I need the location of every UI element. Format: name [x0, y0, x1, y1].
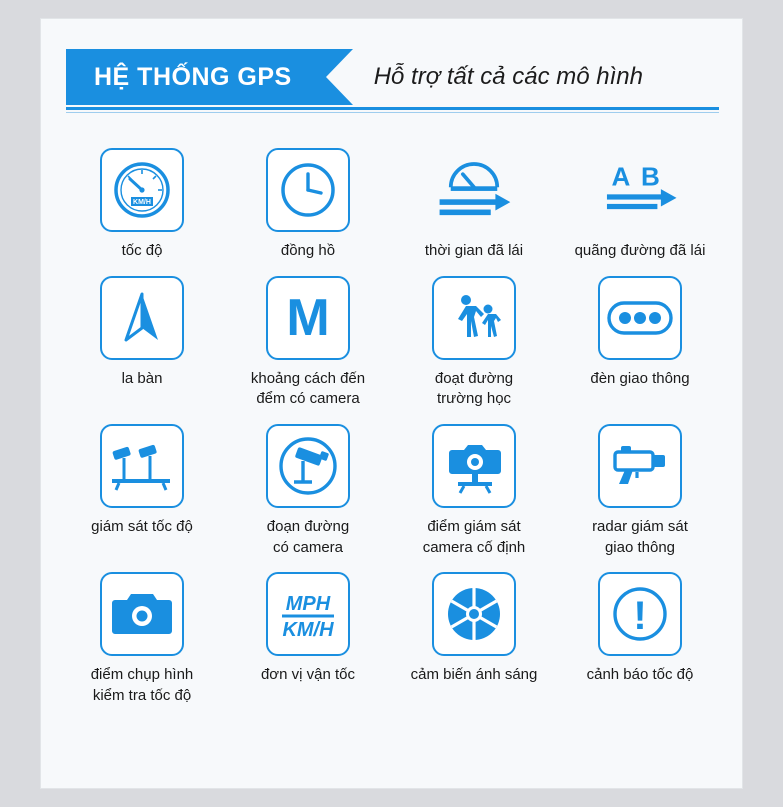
feature-label: quãng đường đã lái: [574, 242, 706, 259]
feature-label: thời gian đã lái: [424, 242, 524, 259]
header: [66, 49, 643, 105]
feature-label: đồng hồ: [280, 242, 336, 259]
aperture-light-sensor-icon: [432, 572, 516, 656]
feature-item-camera-distance[interactable]: [225, 262, 391, 410]
speed-cameras-pair-icon: [100, 424, 184, 508]
feature-label: radar giám sát giao thông: [592, 518, 688, 556]
feature-item-compass[interactable]: [59, 262, 225, 410]
letter-m-camera-distance-icon: [266, 276, 350, 360]
distance-ab-arrow-icon: [598, 148, 682, 232]
label-a: A: [611, 161, 631, 192]
feature-item-speed-warning[interactable]: [557, 558, 723, 706]
feature-label: cảm biến ánh sáng: [410, 666, 538, 684]
feature-label: đoạn đường có camera: [266, 518, 350, 556]
feature-label: điểm chụp hình kiểm tra tốc độ: [90, 666, 194, 705]
header-banner: [66, 49, 326, 105]
camera-in-circle-icon: [266, 424, 350, 508]
letter-m-label: M: [286, 288, 330, 347]
feature-item-speed[interactable]: [59, 134, 225, 262]
feature-label: đèn giao thông: [590, 369, 690, 387]
mph-kmh-units-icon: [266, 572, 350, 656]
feature-label: đoạt đường trường học: [434, 369, 514, 408]
feature-label: tốc độ: [121, 242, 163, 259]
speedometer-icon: [100, 148, 184, 232]
feature-item-fixed-camera[interactable]: [391, 410, 557, 558]
feature-label: cảnh báo tốc độ: [586, 666, 694, 684]
feature-item-radar[interactable]: [557, 410, 723, 558]
exclamation-circle-icon: [598, 572, 682, 656]
feature-item-speed-units[interactable]: [225, 558, 391, 706]
feature-item-camera-road[interactable]: [225, 410, 391, 558]
feature-label: điểm giám sát camera cố định: [422, 518, 526, 556]
compass-needle-icon: [100, 276, 184, 360]
speedometer-unit-label: KM/H: [133, 199, 151, 206]
units-bottom-label: KM/H: [282, 619, 334, 642]
driving-time-arrow-icon: [432, 148, 516, 232]
feature-item-photo-point[interactable]: [59, 558, 225, 706]
feature-item-light-sensor[interactable]: [391, 558, 557, 706]
feature-grid: [59, 134, 726, 707]
units-top-label: MPH: [285, 593, 331, 616]
feature-label: [60, 369, 224, 390]
feature-item-speed-monitoring[interactable]: [59, 410, 225, 558]
page-title: HỆ THỐNG GPS: [94, 62, 292, 91]
warning-mark-label: !: [633, 594, 647, 639]
feature-item-distance[interactable]: [557, 134, 723, 262]
header-subtitle: Hỗ trợ tất cả các mô hình: [373, 63, 643, 90]
feature-label: khoảng cách đến đểm có camera: [250, 369, 366, 408]
photo-camera-icon: [100, 572, 184, 656]
label-b: B: [641, 161, 660, 192]
radar-gun-icon: [598, 424, 682, 508]
feature-item-school-zone[interactable]: [391, 262, 557, 410]
feature-item-traffic-light[interactable]: [557, 262, 723, 410]
traffic-light-icon: [598, 276, 682, 360]
gps-feature-card: [40, 18, 743, 789]
clock-icon: [266, 148, 350, 232]
pedestrian-crossing-school-icon: [432, 276, 516, 360]
feature-label: đơn vị vận tốc: [260, 666, 356, 684]
fixed-camera-stand-icon: [432, 424, 516, 508]
feature-label: giám sát tốc độ: [91, 518, 193, 536]
header-divider: [66, 107, 719, 110]
feature-label-line1: la bàn: [121, 369, 163, 387]
feature-item-clock[interactable]: [225, 134, 391, 262]
header-divider-thin: [66, 112, 719, 113]
feature-item-driving-time[interactable]: [391, 134, 557, 262]
